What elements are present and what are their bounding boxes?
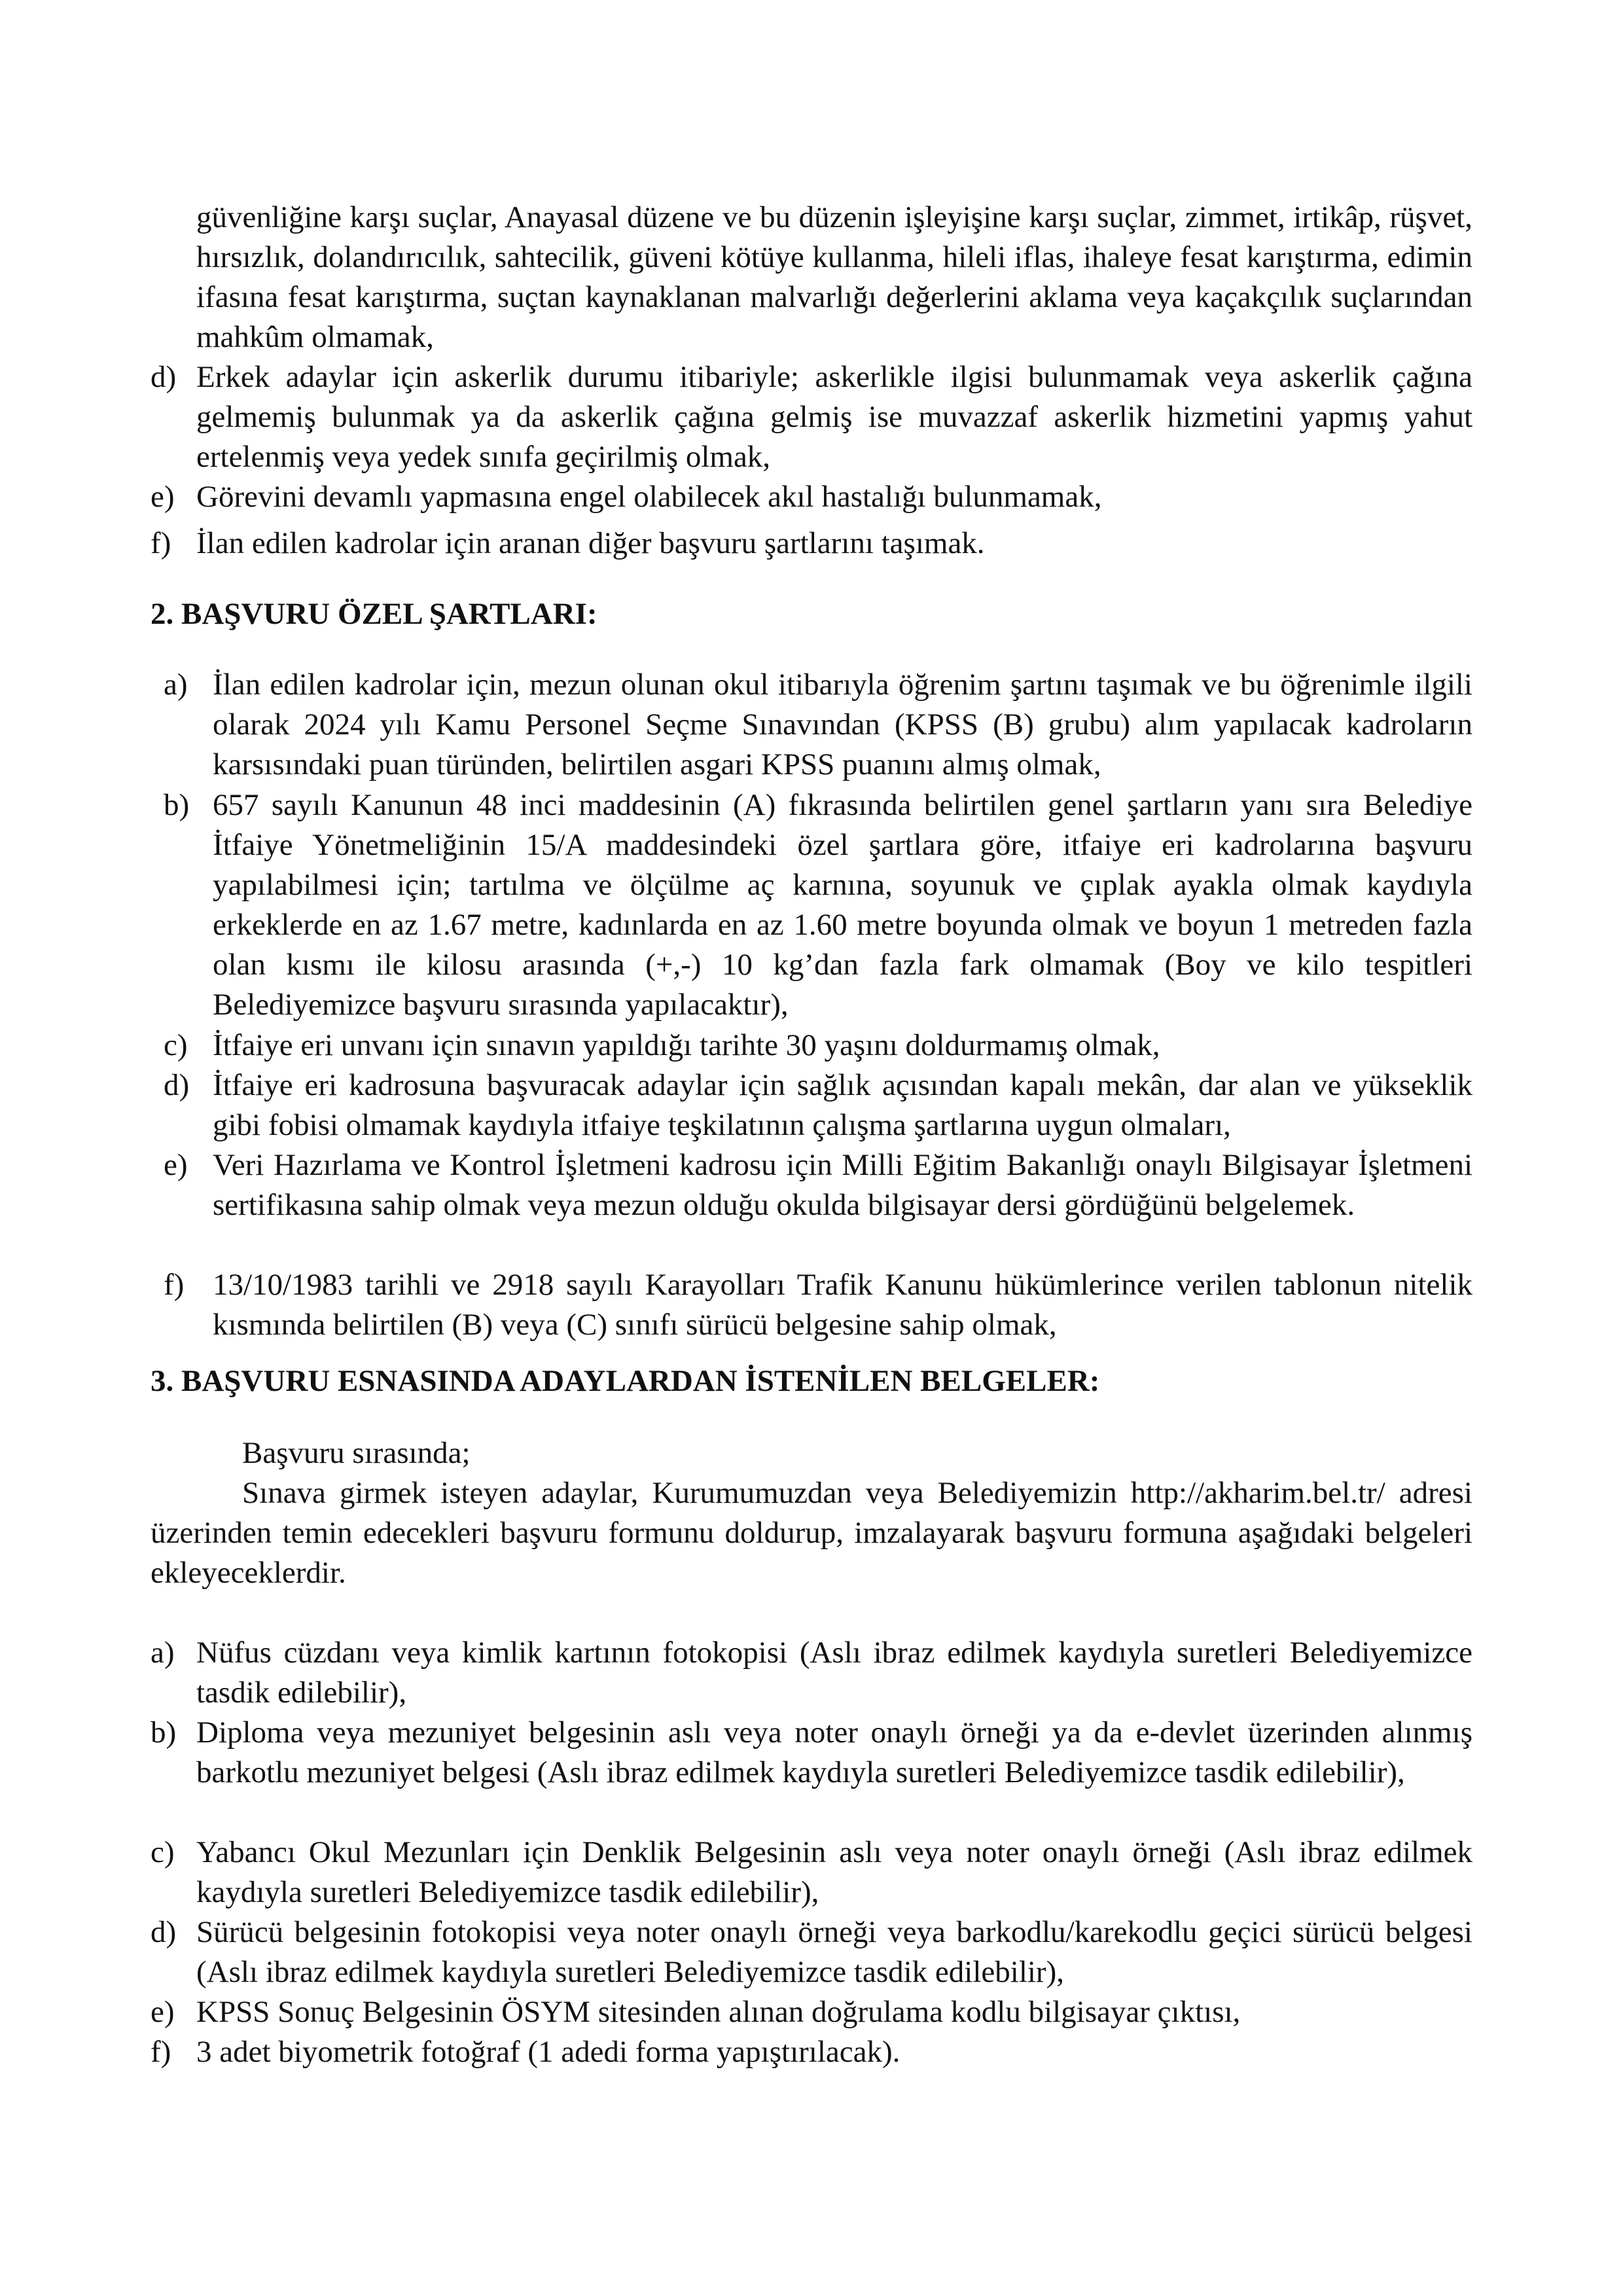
list-item-text: İlan edilen kadrolar için, mezun olunan okul itibarıyla öğrenim şartını taşımak ve bu öğrenimle ilgili olarak 2024 yılı Kamu Personel Seçme Sınavından (KPSS (B) grubu) alım yapılacak kadroların karsısındaki puan türünden, belirtilen asgari KPSS puanını almış olmak,: [213, 668, 1472, 781]
list-marker: b): [151, 1715, 177, 1749]
list-item-text: 3 adet biyometrik fotoğraf (1 adedi forma yapıştırılacak).: [196, 2035, 901, 2069]
list-marker: a): [151, 1636, 175, 1670]
list-marker: d): [164, 1068, 190, 1102]
list-marker: a): [164, 668, 188, 702]
list-marker: c): [164, 1028, 188, 1062]
list-item-text: Diploma veya mezuniyet belgesinin aslı veya noter onaylı örneği ya da e-devlet üzerinden alınmış barkotlu mezuniyet belgesi (Aslı ibraz edilmek kaydıyla suretleri Belediyemizce tasdik edilebilir),: [196, 1715, 1472, 1789]
list-marker: f): [164, 1268, 185, 1302]
list-marker: b): [164, 788, 190, 822]
list-marker: e): [164, 1148, 188, 1182]
list-item-text: Nüfus cüzdanı veya kimlik kartının fotokopisi (Aslı ibraz edilmek kaydıyla suretleri Belediyemizce tasdik edilebilir),: [196, 1636, 1472, 1710]
list-marker: e): [151, 480, 175, 514]
list-item-text: Yabancı Okul Mezunları için Denklik Belgesinin aslı veya noter onaylı örneği (Aslı ibraz edilmek kaydıyla suretleri Belediyemizce tasdik edilebilir),: [196, 1835, 1472, 1909]
list-item-text: İlan edilen kadrolar için aranan diğer başvuru şartlarını taşımak.: [196, 526, 985, 560]
section-3-intro: Başvuru sırasında;: [242, 1436, 471, 1470]
list-item-text: Erkek adaylar için askerlik durumu itibariyle; askerlikle ilgisi bulunmamak veya askerlik çağına gelmemiş bulunmak ya da askerlik çağına gelmiş ise muvazzaf askerlik hizmetini yapmış yahut ertelenmiş veya yedek sınıfa geçirilmiş olmak,: [196, 360, 1472, 474]
list-item-text: KPSS Sonuç Belgesinin ÖSYM sitesinden alınan doğrulama kodlu bilgisayar çıktısı,: [196, 1995, 1241, 2029]
list-marker: d): [151, 360, 177, 394]
list-item-text: Sürücü belgesinin fotokopisi veya noter onaylı örneği veya barkodlu/karekodlu geçici sürücü belgesi (Aslı ibraz edilmek kaydıyla suretleri Belediyemizce tasdik edilebilir),: [196, 1915, 1472, 1989]
intro-continuation: güvenliğine karşı suçlar, Anayasal düzene ve bu düzenin işleyişine karşı suçlar, zimmet, irtikâp, rüşvet, hırsızlık, dolandırıcılık, sahtecilik, güveni kötüye kullanma, hileli iflas, ihaleye fesat karıştırma, edimin ifasına fesat karıştırma, suçtan kaynaklanan malvarlığı değerlerini aklama veya kaçakçılık suçlarından mahkûm olmamak,: [196, 200, 1472, 354]
list-item-text: Veri Hazırlama ve Kontrol İşletmeni kadrosu için Milli Eğitim Bakanlığı onaylı Bilgisayar İşletmeni sertifikasına sahip olmak veya mezun olduğu okulda bilgisayar dersi gördüğünü belgelemek.: [213, 1148, 1472, 1222]
list-item-text: 13/10/1983 tarihli ve 2918 sayılı Karayolları Trafik Kanunu hükümlerince verilen tablonun nitelik kısmında belirtilen (B) veya (C) sınıfı sürücü belgesine sahip olmak,: [213, 1268, 1472, 1342]
list-marker: e): [151, 1995, 175, 2029]
list-item-text: İtfaiye eri unvanı için sınavın yapıldığı tarihte 30 yaşını doldurmamış olmak,: [213, 1028, 1160, 1062]
section-2-heading: 2. BAŞVURU ÖZEL ŞARTLARI:: [151, 597, 597, 631]
list-marker: f): [151, 2035, 171, 2069]
list-item-text: 657 sayılı Kanunun 48 inci maddesinin (A) fıkrasında belirtilen genel şartların yanı sıra Belediye İtfaiye Yönetmeliğinin 15/A maddesindeki özel şartlara göre, itfaiye eri kadrolarına başvuru yapılabilmesi için; tartılma ve ölçülme aç karnına, soyunuk ve çıplak ayakla olmak kaydıyla erkeklerde en az 1.67 metre, kadınlarda en az 1.60 metre boyunda olmak ve boyun 1 metreden fazla olan kısmı ile kilosu arasında (+,-) 10 kg’dan fazla fark olmamak (Boy ve kilo tespitleri Belediyemizce başvuru sırasında yapılacaktır),: [213, 788, 1472, 1022]
section-3-paragraph: Sınava girmek isteyen adaylar, Kurumumuzdan veya Belediyemizin http://akharim.bel.tr/ adresi üzerinden temin edecekleri başvuru formunu doldurup, imzalayarak başvuru formuna aşağıdaki belgeleri ekleyeceklerdir.: [151, 1476, 1472, 1590]
list-marker: c): [151, 1835, 175, 1869]
list-marker: d): [151, 1915, 177, 1949]
list-item-text: İtfaiye eri kadrosuna başvuracak adaylar için sağlık açısından kapalı mekân, dar alan ve yükseklik gibi fobisi olmamak kaydıyla itfaiye teşkilatının çalışma şartlarına uygun olmaları,: [213, 1068, 1472, 1142]
list-marker: f): [151, 526, 171, 560]
section-3-heading: 3. BAŞVURU ESNASINDA ADAYLARDAN İSTENİLEN BELGELER:: [151, 1364, 1100, 1398]
list-item-text: Görevini devamlı yapmasına engel olabilecek akıl hastalığı bulunmamak,: [196, 480, 1102, 514]
